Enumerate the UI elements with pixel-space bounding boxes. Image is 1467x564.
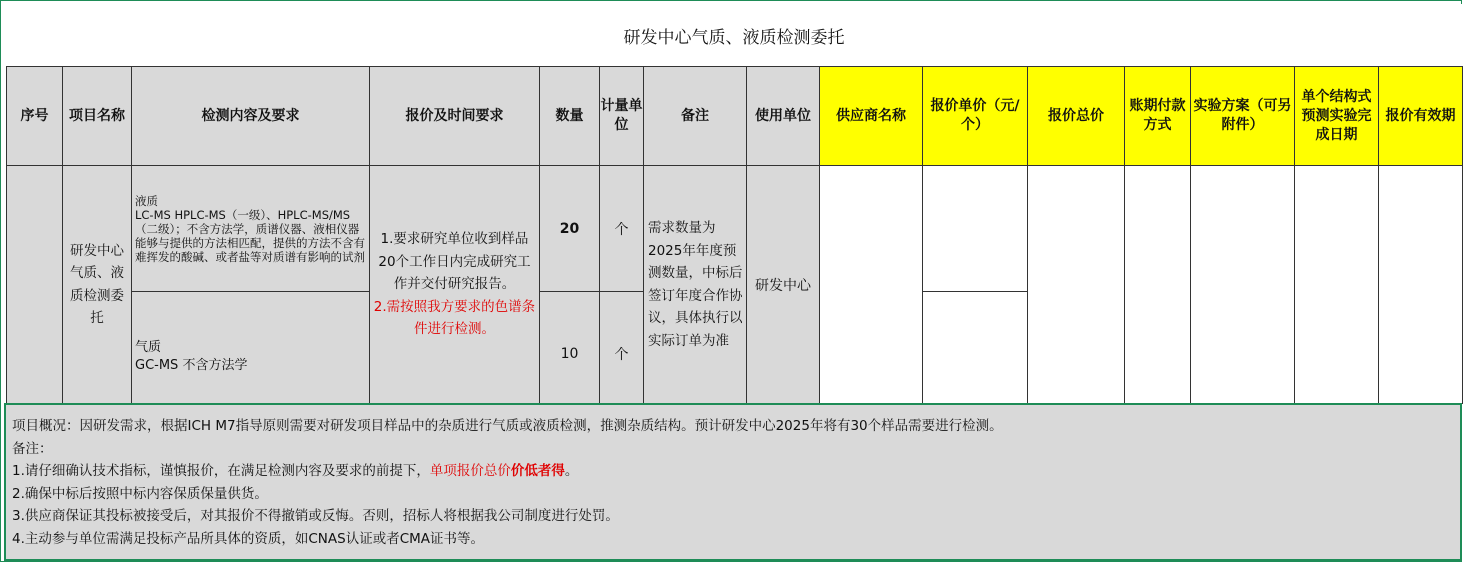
completion-date-cell[interactable] bbox=[1295, 166, 1379, 404]
notes-box[interactable] bbox=[4, 403, 1462, 561]
unit-price-cell-liquid[interactable] bbox=[923, 166, 1028, 292]
requirement-1-text: 1.要求研究单位收到样品20个工作日内完成研究工作并交付研究报告。 bbox=[378, 231, 531, 293]
payment-cell[interactable] bbox=[1125, 166, 1191, 404]
gas-quantity-cell[interactable]: 10 bbox=[540, 292, 600, 404]
note-1-emphasis: 价低者得 bbox=[510, 463, 565, 480]
header-cell-remark[interactable]: 备注 bbox=[644, 67, 747, 166]
index-cell[interactable] bbox=[7, 166, 63, 404]
header-cell-payment[interactable]: 账期付款方式 bbox=[1125, 67, 1191, 166]
gas-content-cell[interactable] bbox=[132, 292, 370, 404]
liquid-unit-cell[interactable]: 个 bbox=[600, 166, 644, 292]
header-cell-content[interactable]: 检测内容及要求 bbox=[132, 67, 370, 166]
note-1-text: 1.请仔细确认技术指标，谨慎报价，在满足检测内容及要求的前提下， bbox=[12, 463, 430, 480]
notes-heading: 备注： bbox=[12, 440, 53, 457]
header-cell-supplier[interactable]: 供应商名称 bbox=[820, 67, 923, 166]
remark-cell[interactable]: 需求数量为2025年年度预测数量，中标后签订年度合作协议，具体执行以实际订单为准 bbox=[644, 166, 747, 404]
requirement-2-text: 2.需按照我方要求的色谱条件进行检测。 bbox=[373, 298, 536, 338]
quote-time-cell[interactable] bbox=[370, 166, 540, 404]
header-cell-quote-time[interactable]: 报价及时间要求 bbox=[370, 67, 540, 166]
header-cell-project[interactable]: 项目名称 bbox=[63, 67, 132, 166]
header-cell-plan[interactable]: 实验方案（可另附件） bbox=[1191, 67, 1295, 166]
project-name-cell[interactable]: 研发中心气质、液质检测委托 bbox=[63, 166, 132, 404]
total-price-cell[interactable] bbox=[1028, 166, 1125, 404]
quote-table bbox=[6, 66, 1463, 404]
header-cell-user-unit[interactable]: 使用单位 bbox=[747, 67, 820, 166]
unit-price-cell-gas[interactable] bbox=[923, 292, 1028, 404]
table-row bbox=[7, 166, 1463, 292]
gas-requirement-text: GC-MS 不含方法学 bbox=[135, 357, 248, 373]
liquid-content-cell[interactable] bbox=[132, 166, 370, 292]
header-cell-validity[interactable]: 报价有效期 bbox=[1379, 67, 1463, 166]
header-cell-quantity[interactable]: 数量 bbox=[540, 67, 600, 166]
gas-unit-cell[interactable]: 个 bbox=[600, 292, 644, 404]
gas-type-label: 气质 bbox=[135, 339, 162, 355]
sheet-title[interactable]: 研发中心气质、液质检测委托 bbox=[6, 4, 1462, 66]
header-row bbox=[7, 67, 1463, 166]
note-2: 2.确保中标后按照中标内容保质保量供货。 bbox=[12, 485, 268, 502]
note-1-end: 。 bbox=[564, 463, 579, 480]
liquid-quantity-cell[interactable]: 20 bbox=[540, 166, 600, 292]
user-unit-cell[interactable]: 研发中心 bbox=[747, 166, 820, 404]
liquid-requirement-text: LC-MS HPLC-MS（一级）、HPLC-MS/MS（二级）；不含方法学，质谱仪器、液相仪器能够与提供的方法相匹配，提供的方法不含有难挥发的酸碱、或者盐等对质谱有影响的试剂 bbox=[135, 207, 365, 264]
project-overview-text: 项目概况：因研发需求，根据ICH M7指导原则需要对研发项目样品中的杂质进行气质或液质检测，推测杂质结构。预计研发中心2025年将有30个样品需要进行检测。 bbox=[12, 418, 1003, 434]
plan-cell[interactable] bbox=[1191, 166, 1295, 404]
header-cell-total-price[interactable]: 报价总价 bbox=[1028, 67, 1125, 166]
supplier-cell[interactable] bbox=[820, 166, 923, 404]
liquid-type-label: 液质 bbox=[135, 193, 158, 208]
header-cell-unit-price[interactable]: 报价单价（元/个） bbox=[923, 67, 1028, 166]
note-3: 3.供应商保证其投标被接受后，对其报价不得撤销或反悔。否则，招标人将根据我公司制度进行处罚。 bbox=[12, 508, 619, 525]
header-cell-completion-date[interactable]: 单个结构式预测实验完成日期 bbox=[1295, 67, 1379, 166]
note-1 bbox=[12, 460, 1460, 483]
header-cell-index[interactable]: 序号 bbox=[7, 67, 63, 166]
note-4: 4.主动参与单位需满足投标产品所具体的资质，如CNAS认证或者CMA证书等。 bbox=[12, 530, 485, 547]
note-1-red-text: 单项报价总价 bbox=[429, 463, 511, 480]
header-cell-unit[interactable]: 计量单位 bbox=[600, 67, 644, 166]
validity-cell[interactable] bbox=[1379, 166, 1463, 404]
